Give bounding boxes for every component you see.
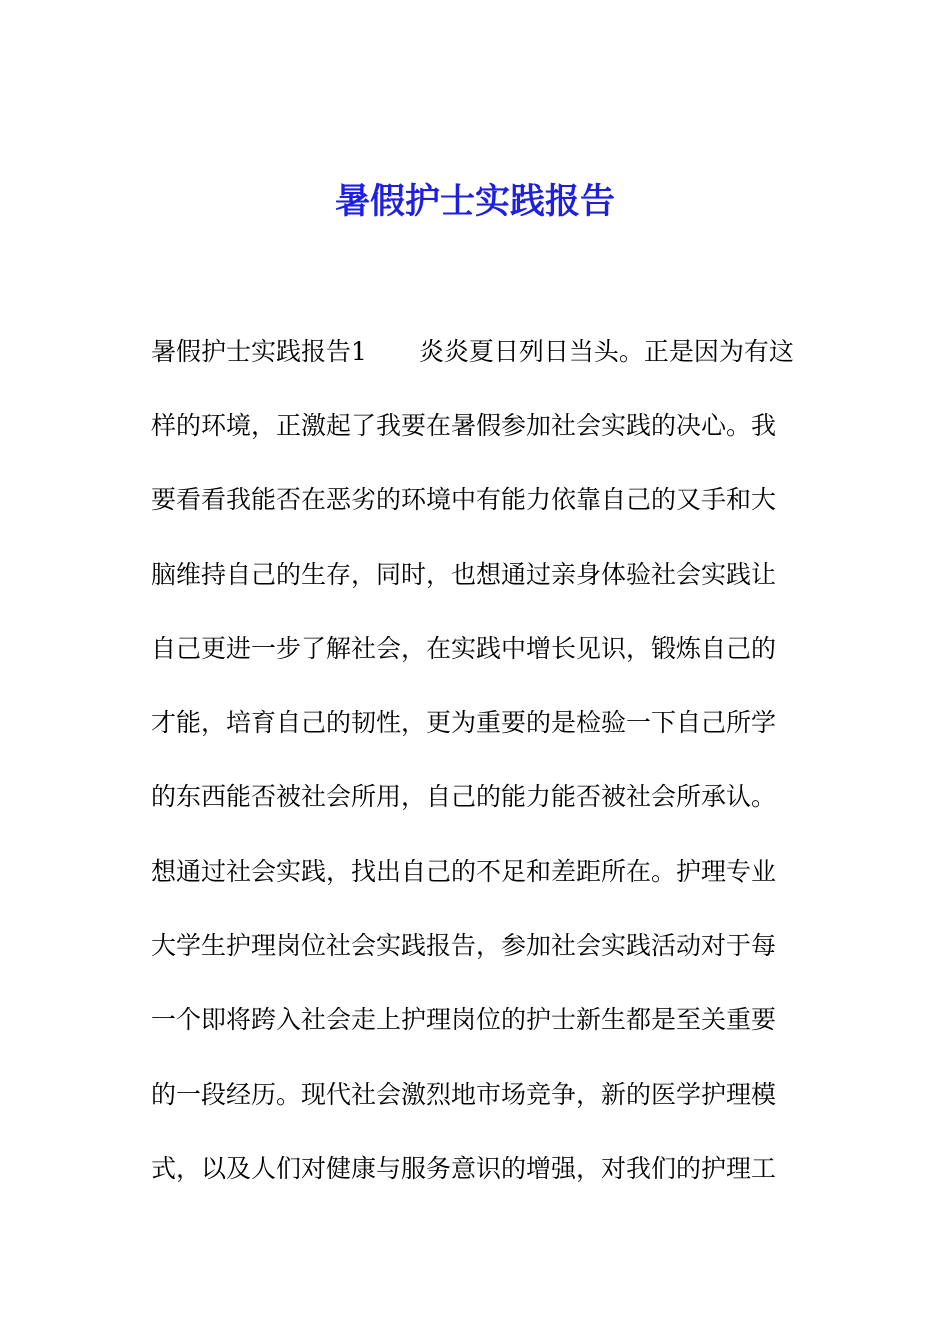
paragraph-line-1 xyxy=(151,334,811,370)
paragraph-line-12: 式，以及人们对健康与服务意识的增强，对我们的护理工 xyxy=(151,1154,777,1183)
paragraph-line-9: 大学生护理岗位社会实践报告，参加社会实践活动对于每 xyxy=(151,931,777,960)
paragraph-line-6: 才能，培育自己的韧性，更为重要的是检验一下自己所学 xyxy=(151,708,777,737)
line-text: 炎炎夏日列日当头。正是因为有这 xyxy=(418,337,794,366)
paragraph-line-11: 的一段经历。现代社会激烈地市场竞争，新的医学护理模 xyxy=(151,1080,777,1109)
paragraph-line-5: 自己更进一步了解社会，在实践中增长见识，锻炼自己的 xyxy=(151,634,777,663)
paragraph-line-4: 脑维持自己的生存，同时，也想通过亲身体验社会实践让 xyxy=(151,560,777,589)
document-title: 暑假护士实践报告 xyxy=(334,181,615,222)
paragraph-line-3: 要看看我能否在恶劣的环境中有能力依靠自己的又手和大 xyxy=(151,485,777,514)
section-label: 暑假护士实践报告1 xyxy=(151,337,367,366)
paragraph-line-2: 样的环境，正激起了我要在暑假参加社会实践的决心。我 xyxy=(151,411,777,440)
paragraph-line-7: 的东西能否被社会所用，自己的能力能否被社会所承认。 xyxy=(151,782,777,811)
paragraph-line-10: 一个即将跨入社会走上护理岗位的护士新生都是至关重要 xyxy=(151,1005,777,1034)
paragraph-line-8: 想通过社会实践，找出自己的不足和差距所在。护理专业 xyxy=(151,857,777,886)
